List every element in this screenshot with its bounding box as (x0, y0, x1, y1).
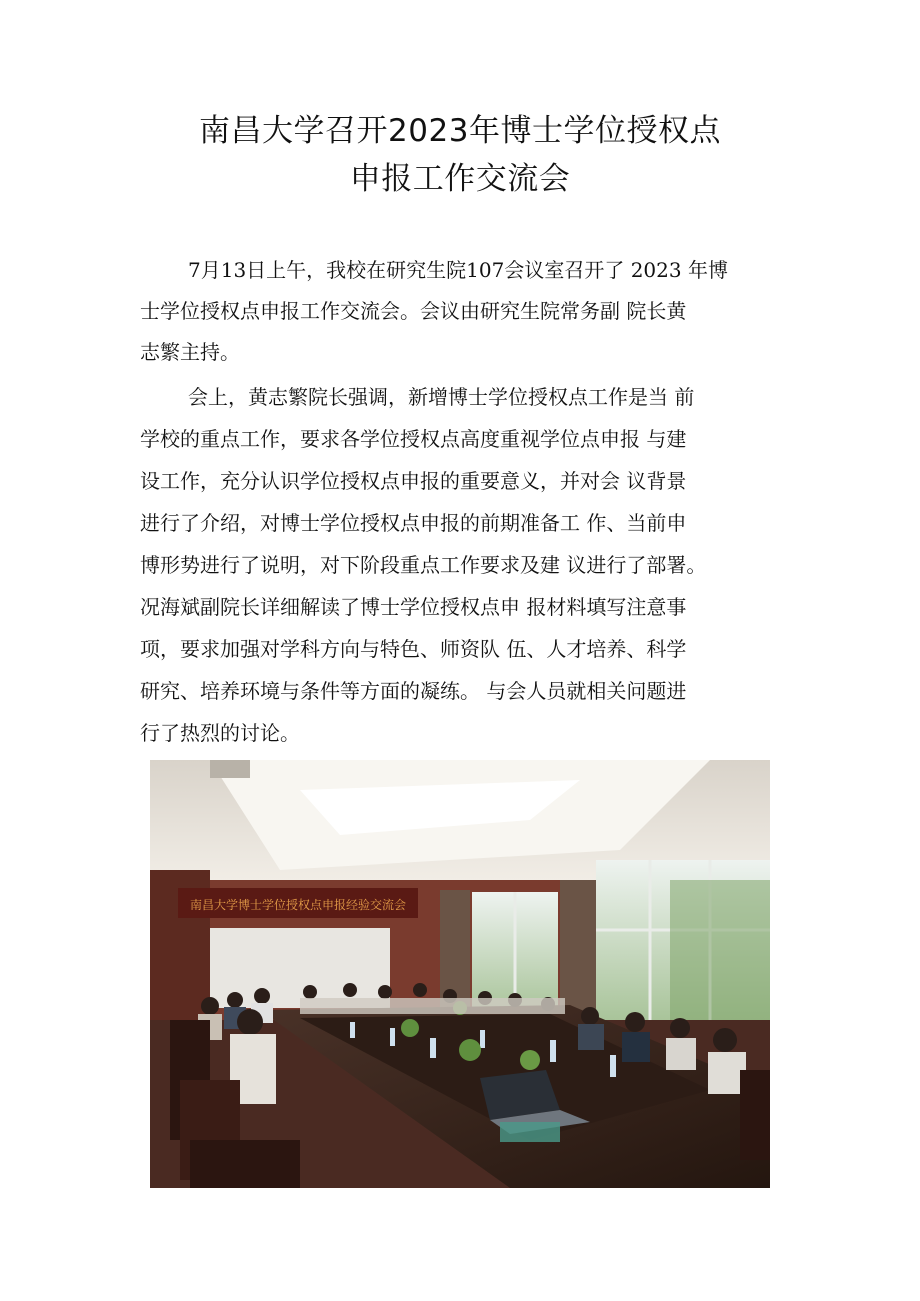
paragraph-2-line-1: 会上，黄志繁院长强调，新增博士学位授权点工作是当 前 (188, 385, 695, 409)
paragraph-2-line-5: 博形势进行了说明，对下阶段重点工作要求及建 议进行了部署。 (140, 553, 707, 577)
paragraph-2-line-4: 进行了介绍，对博士学位授权点申报的前期准备工 作、当前申 (140, 511, 687, 535)
paragraph-2-line-8: 研究、培养环境与条件等方面的凝练。 与会人员就相关问题进 (140, 679, 687, 703)
paragraph-1-line-1: 7月13日上午，我校在研究生院107会议室召开了 2023 年博 (188, 258, 728, 282)
mouse-pad (500, 1122, 560, 1142)
paragraph-2-line-6: 况海斌副院长详细解读了博士学位授权点申 报材料填写注意事 (140, 595, 687, 619)
meeting-photo (150, 760, 770, 1188)
foreground-chair (190, 1140, 300, 1188)
vent (210, 760, 250, 778)
paragraph-2-line-9: 行了热烈的讨论。 (140, 721, 300, 745)
paragraph-1-line-3: 志繁主持。 (140, 340, 240, 364)
paragraph-2-line-2: 学校的重点工作，要求各学位授权点高度重视学位点申报 与建 (140, 427, 687, 451)
paragraph-2-line-7: 项，要求加强对学科方向与特色、师资队 伍、人才培养、科学 (140, 637, 687, 661)
article-title-line-2: 申报工作交流会 (349, 161, 571, 197)
article-title-line-1: 南昌大学召开2023年博士学位授权点 (199, 113, 721, 149)
paragraph-1-line-2: 士学位授权点申报工作交流会。会议由研究生院常务副 院长黄 (140, 299, 687, 323)
led-banner-text: 南昌大学博士学位授权点申报经验交流会 (189, 898, 407, 912)
paragraph-2-line-3: 设工作，充分认识学位授权点申报的重要意义，并对会 议背景 (140, 469, 687, 493)
trees (670, 880, 770, 1020)
